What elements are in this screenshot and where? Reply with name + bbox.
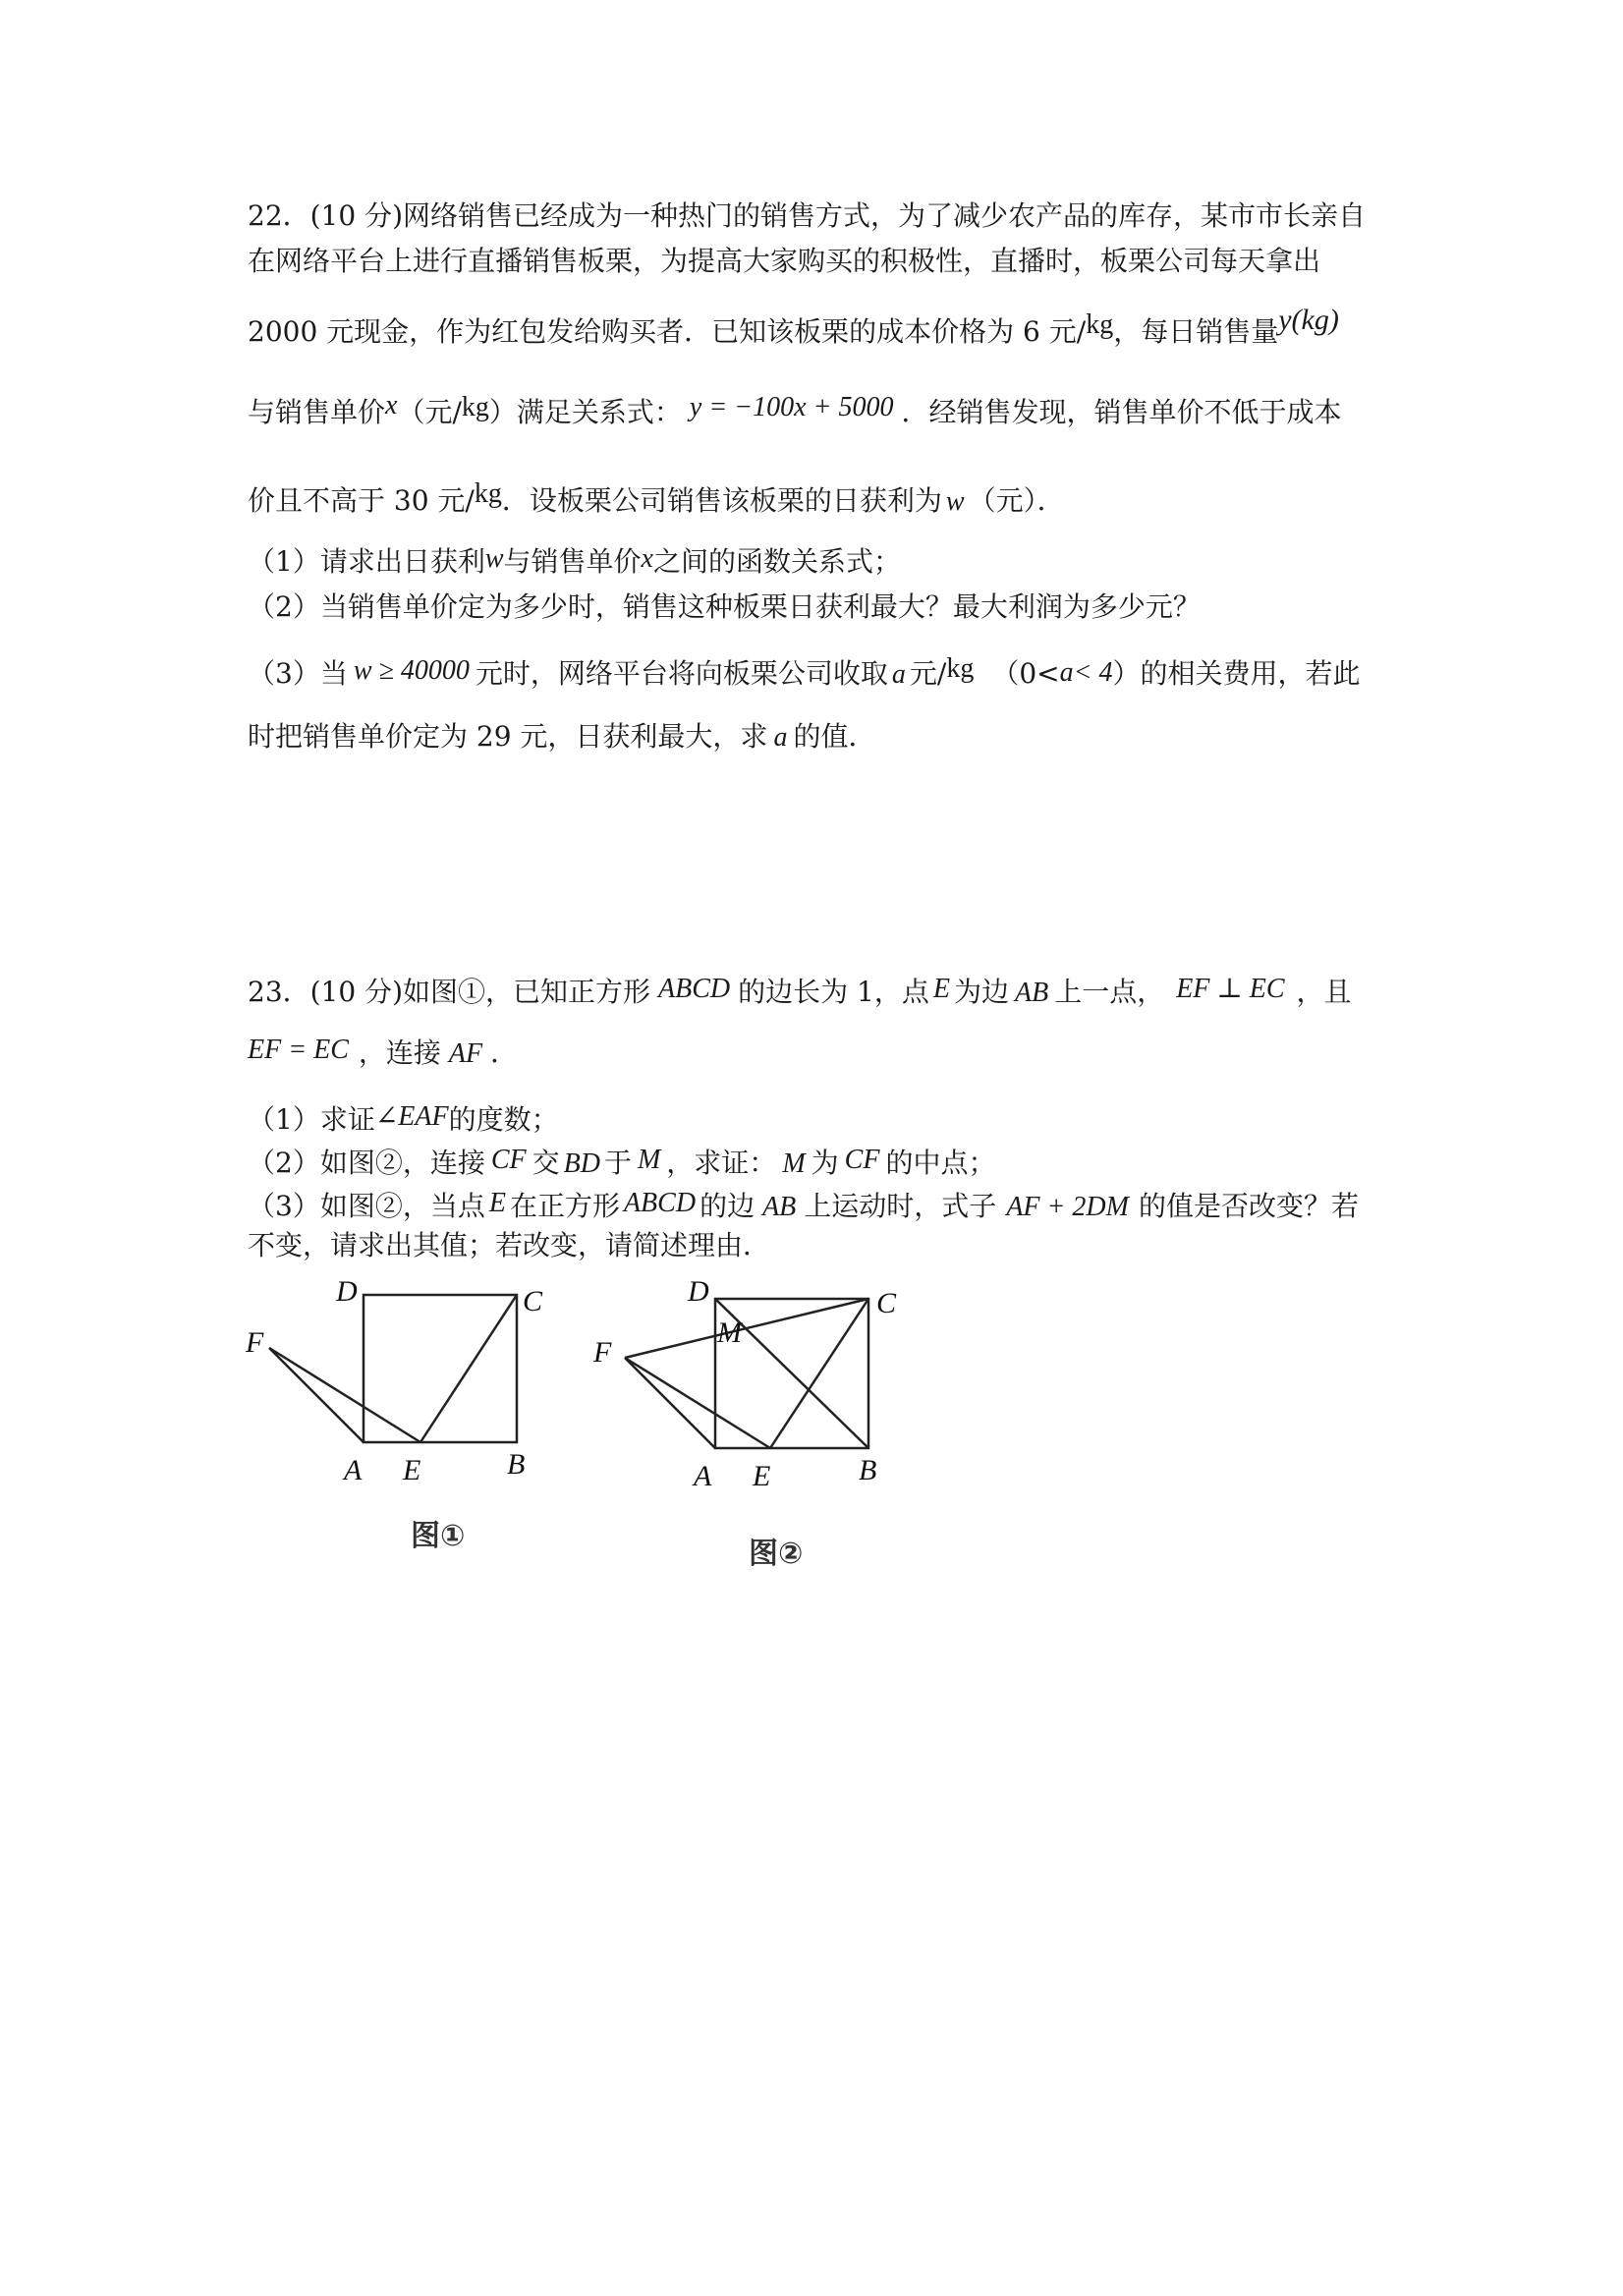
fig2-label-f: F [593, 1336, 612, 1369]
figure-2 [580, 1267, 933, 1513]
fig1-label-a: A [344, 1454, 363, 1486]
q22-line-2: 在网络平台上进行直播销售板栗，为提高大家购买的积极性，直播时，板栗公司每天拿出 [248, 245, 1321, 277]
q22-line-3: 2000 元现金，作为红包发给购买者．已知该板栗的成本价格为 6 元/kg，每日销售量y(kg) [248, 304, 1339, 348]
fig1-line-fe [269, 1348, 420, 1442]
q23-part-3: （3）如图②，当点 E 在正方形 ABCD 的边 AB 上运动时，式子 AF + 2DM 的值是否改变？若 [248, 1188, 1359, 1222]
q22-part-1: （1）请求出日获利w与销售单价x之间的函数关系式； [248, 543, 901, 578]
fig2-label-a: A [694, 1460, 712, 1492]
fig2-line-fe [625, 1358, 770, 1448]
q23-part-3-cont: 不变，请求出其值；若改变，请简述理由． [248, 1229, 771, 1261]
q22-part-2: （2）当销售单价定为多少时，销售这种板栗日获利最大？最大利润为多少元？ [248, 590, 1201, 623]
figure-1 [236, 1267, 589, 1513]
fig1-label-c: C [523, 1285, 543, 1317]
q22-line-5: 价且不高于 30 元/kg．设板栗公司销售该板栗的日获利为 w （元）． [248, 478, 1065, 517]
fig2-line-fa [625, 1358, 715, 1448]
q22-part-3-cont: 时把销售单价定为 29 元，日获利最大，求 a 的值． [248, 720, 876, 753]
fig1-line-fa [269, 1348, 364, 1442]
fig2-label-c: C [876, 1287, 897, 1319]
q22-line-4: 与销售单价x（元/kg）满足关系式： y = −100x + 5000 ．经销售发现，销售单价不低于成本 [248, 390, 1342, 428]
fig1-label-e: E [403, 1454, 421, 1486]
q23-part-2: （2）如图②，连接 CF 交 BD 于 M ，求证： M 为 CF 的中点； [248, 1145, 996, 1179]
fig2-caption: 图② [749, 1537, 804, 1571]
q22-formula: y = −100x + 5000 [689, 392, 894, 422]
q23-part-1: （1）求证∠EAF的度数； [248, 1101, 559, 1136]
fig2-label-e: E [753, 1460, 771, 1492]
q22-part-3: （3）当 w ≥ 40000 元时，网络平台将向板栗公司收取 a 元/kg （0<a< 4）的相关费用，若此 [248, 653, 1361, 690]
fig1-label-b: B [507, 1448, 526, 1481]
q23-line-2: EF = EC ，连接 AF ． [248, 1035, 519, 1069]
q22-line-1: 22．(10 分)网络销售已经成为一种热门的销售方式，为了减少农产品的库存，某市市长亲自 [248, 199, 1367, 232]
fig2-label-b: B [859, 1454, 877, 1486]
fig2-label-m: M [717, 1316, 742, 1349]
fig1-line-ec [420, 1295, 517, 1442]
fig2-line-fc [625, 1299, 868, 1358]
fig1-label-f: F [246, 1326, 264, 1359]
q23-line-1: 23．(10 分)如图①，已知正方形 ABCD 的边长为 1，点 E 为边 AB 上一点， EF ⊥ EC ，且 [248, 974, 1352, 1008]
fig1-label-d: D [336, 1275, 358, 1308]
fig2-line-ec [770, 1299, 868, 1448]
fig1-caption: 图① [411, 1519, 466, 1553]
fig2-label-d: D [688, 1275, 709, 1308]
